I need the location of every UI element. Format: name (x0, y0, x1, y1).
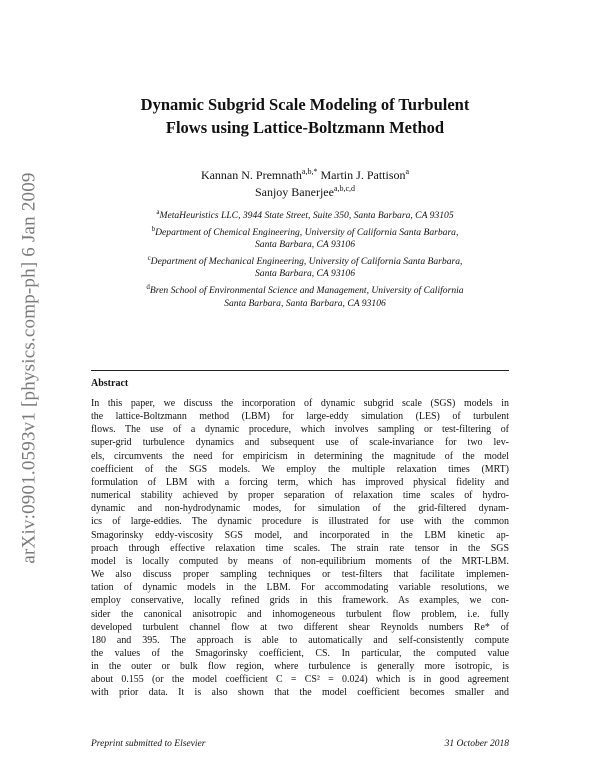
affiliation-text: Santa Barbara, CA 93106 (254, 268, 356, 280)
abstract-line: dynamic and non-hydrodynamic modes, for simulation of the grid-filtered dynam- (91, 503, 509, 515)
affiliation-mark: c (147, 253, 151, 262)
author-affiliation-mark: a,b,c,d (333, 184, 356, 193)
abstract-line: the lattice-Boltzmann method (LBM) for large-eddy simulation (LES) of turbulent (91, 411, 509, 423)
affiliation-text: Department of Mechanical Engineering, University of California Santa Barbara, (150, 255, 463, 267)
affiliation (80, 253, 530, 281)
abstract-line: tation of dynamic models in the LBM. For accommodating variable resolutions, we (91, 582, 509, 594)
footer-preprint-note: Preprint submitted to Elsevier (91, 739, 206, 749)
abstract-line: in the outer or bulk flow region, where turbulence is generally more isotropic, is (91, 661, 509, 673)
author-name: Kannan N. Premnath (200, 168, 302, 182)
author-line-2 (70, 184, 540, 201)
affiliation-text: Santa Barbara, Santa Barbara, CA 93106 (224, 297, 386, 309)
author-affiliation-mark: a (405, 167, 410, 176)
abstract-line: coefficient of the SGS models. We employ the multiple relaxation times (MRT) (91, 463, 509, 475)
abstract-line: with prior data. It is also shown that the model coefficient becomes smaller and (91, 687, 509, 699)
abstract-line: about 0.155 (or the model coefficient C = CS² = 0.024) which is in good agreement (91, 674, 509, 686)
paper-title (70, 93, 540, 139)
abstract-line: ics of large-eddies. The dynamic procedure is illustrated for use with the common (91, 516, 509, 528)
abstract-heading: Abstract (91, 378, 129, 389)
author-affiliation-mark: a,b,* (301, 167, 318, 176)
affiliation-mark: a (156, 208, 160, 216)
arxiv-identifier-text: arXiv:0901.0593v1 [physics.comp-ph] 6 Jan 2009 (19, 172, 41, 564)
abstract-line: developed turbulent channel flow at two different shear Reynolds numbers Re* of (91, 621, 509, 633)
title-line-2: Flows using Lattice-Boltzmann Method (165, 118, 445, 137)
affiliation-text: Bren School of Environmental Science and Management, University of California (149, 284, 464, 296)
affiliation-list (80, 210, 530, 314)
author-line-1 (70, 167, 540, 184)
abstract-line: super-grid turbulence dynamics and subsequent use of scale-invariance for two lev- (91, 437, 509, 449)
abstract-line: 180 and 395. The approach is able to automatically and self-consistently compute (91, 634, 509, 646)
abstract-line: In this paper, we discuss the incorporation of dynamic subgrid scale (SGS) models in (91, 398, 509, 409)
abstract-line: employ conservative, locally refined grids in this framework. As examples, we con- (91, 595, 509, 607)
abstract-line: proach through effective relaxation time scales. The strain rate tensor in the SGS (91, 542, 509, 554)
affiliation-mark: d (146, 282, 150, 291)
author-list (70, 167, 540, 201)
affiliation-text: Department of Chemical Engineering, University of California Santa Barbara, (155, 226, 459, 238)
abstract-line: sider the canonical anisotropic and inhomogeneous turbulent flow problem, i.e. fully (91, 608, 509, 620)
affiliation-text: Santa Barbara, CA 93106 (254, 239, 356, 251)
affiliation (80, 210, 530, 223)
arxiv-identifier (19, 148, 41, 588)
affiliation-text: MetaHeuristics LLC, 3944 State Street, Suite 350, Santa Barbara, CA 93105 (159, 210, 454, 221)
abstract-line: els, circumvents the need for empiricism in determining the magnitude of the model (91, 450, 509, 462)
footer-date: 31 October 2018 (444, 739, 509, 749)
abstract-line: numerical stability achieved by proper separation of relaxation time scales of hydro- (91, 490, 509, 502)
abstract-line: formulation of LBM with a forcing term, which has improved physical fidelity and (91, 476, 509, 488)
abstract-line: model is locally computed by means of non-equilibrium moments of the MRT-LBM. (91, 555, 509, 567)
abstract-line: the values of the Smagorinsky coefficient, CS. In particular, the computed value (91, 647, 509, 659)
title-line-1: Dynamic Subgrid Scale Modeling of Turbulent (140, 95, 470, 114)
affiliation (80, 282, 530, 310)
page-footer (91, 739, 509, 749)
affiliation (80, 224, 530, 252)
abstract-line: We also discuss proper sampling techniques or test-filters that facilitate implemen- (91, 569, 509, 581)
affiliation-mark: b (151, 224, 156, 233)
author-name: Martin J. Pattison (320, 168, 406, 182)
abstract-line: Smagorinsky eddy-viscosity SGS model, and incorporated in the LBM kinetic ap- (91, 529, 509, 541)
abstract-body (91, 397, 509, 700)
abstract-line: flows. The use of a dynamic procedure, which involves sampling or test-filtering of (91, 424, 509, 436)
abstract-top-rule (91, 370, 509, 371)
author-name: Sanjoy Banerjee (254, 185, 334, 199)
